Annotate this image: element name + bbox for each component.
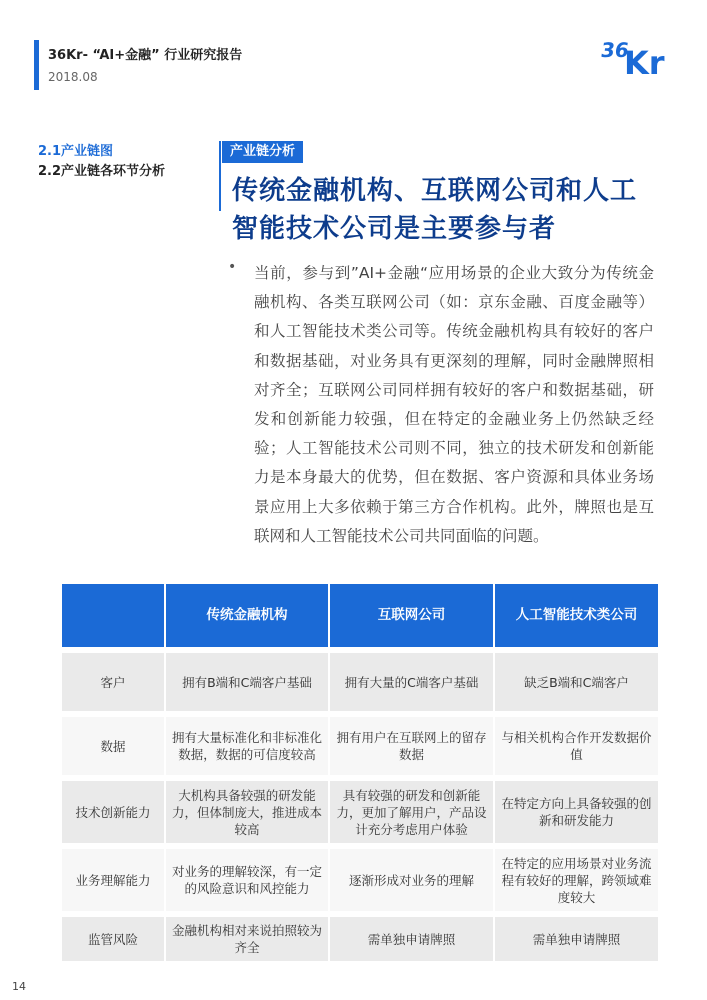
table-cell: 缺乏B端和C端客户 — [494, 650, 658, 714]
table-cell: 在特定方向上具备较强的创新和研发能力 — [494, 778, 658, 846]
table-cell: 拥有B端和C端客户基础 — [165, 650, 329, 714]
table-row — [62, 778, 658, 846]
table-cell: 对业务的理解较深，有一定的风险意识和风控能力 — [165, 846, 329, 914]
title-accent-line — [219, 141, 221, 211]
row-label: 业务理解能力 — [62, 846, 165, 914]
logo-36: 36 — [599, 38, 631, 62]
table-header-ai: 人工智能技术类公司 — [494, 584, 658, 650]
table-cell: 在特定的应用场景对业务流程有较好的理解，跨领域难度较大 — [494, 846, 658, 914]
table-header-row — [62, 584, 658, 650]
header-accent-bar — [34, 40, 39, 90]
section-nav — [38, 142, 165, 182]
table-cell: 具有较强的研发和创新能力，更加了解用户，产品设计充分考虑用户体验 — [329, 778, 494, 846]
report-date: 2018.08 — [48, 70, 98, 84]
table-row — [62, 914, 658, 961]
table-cell: 拥有大量的C端客户基础 — [329, 650, 494, 714]
logo-kr: Kr — [624, 44, 665, 82]
table-cell: 需单独申请牌照 — [329, 914, 494, 961]
comparison-table — [62, 584, 658, 961]
table-cell: 逐渐形成对业务的理解 — [329, 846, 494, 914]
table-header-empty — [62, 584, 165, 650]
table-row — [62, 650, 658, 714]
section-tag: 产业链分析 — [222, 141, 303, 163]
row-label: 客户 — [62, 650, 165, 714]
row-label: 技术创新能力 — [62, 778, 165, 846]
table-row — [62, 846, 658, 914]
nav-item-industry-chain[interactable]: 2.1产业链图 — [38, 144, 114, 159]
nav-item-chain-analysis[interactable]: 2.2产业链各环节分析 — [38, 164, 166, 179]
table-header-internet: 互联网公司 — [329, 584, 494, 650]
table-cell: 拥有大量标准化和非标准化数据，数据的可信度较高 — [165, 714, 329, 778]
table-row — [62, 714, 658, 778]
table-cell: 拥有用户在互联网上的留存数据 — [329, 714, 494, 778]
table-cell: 需单独申请牌照 — [494, 914, 658, 961]
table-cell: 金融机构相对来说拍照较为齐全 — [165, 914, 329, 961]
bullet-icon: • — [228, 259, 237, 275]
brand-logo — [599, 38, 677, 80]
page-title: 传统金融机构、互联网公司和人工智能技术公司是主要参与者 — [232, 176, 638, 244]
table-cell: 大机构具备较强的研发能力，但体制庞大，推进成本较高 — [165, 778, 329, 846]
row-label: 监管风险 — [62, 914, 165, 961]
page-number: 14 — [12, 980, 26, 993]
bullet-text: 当前，参与到”AI+金融“应用场景的企业大致分为传统金融机构、各类互联网公司（如：京东金融、百度金融等）和人工智能技术类公司等。传统金融机构具有较好的客户和数据基础，对业务具有更深刻的理解，同时金融牌照相对齐全；互联网公司同样拥有较好的客户和数据基础，研发和创新能力较强，但在特定的金融业务上仍然缺乏经验；人工智能技术公司则不同，独立的技术研发和创新能力是本身最大的优势，但在数据、客户资源和具体业务场景应用上大多依赖于第三方合作机构。此外，牌照也是互联网和人工智能技术公司共同面临的问题。 — [254, 264, 654, 545]
table-cell: 与相关机构合作开发数据价值 — [494, 714, 658, 778]
row-label: 数据 — [62, 714, 165, 778]
report-title: 36Kr- “AI+金融” 行业研究报告 — [48, 48, 243, 63]
table-header-traditional: 传统金融机构 — [165, 584, 329, 650]
